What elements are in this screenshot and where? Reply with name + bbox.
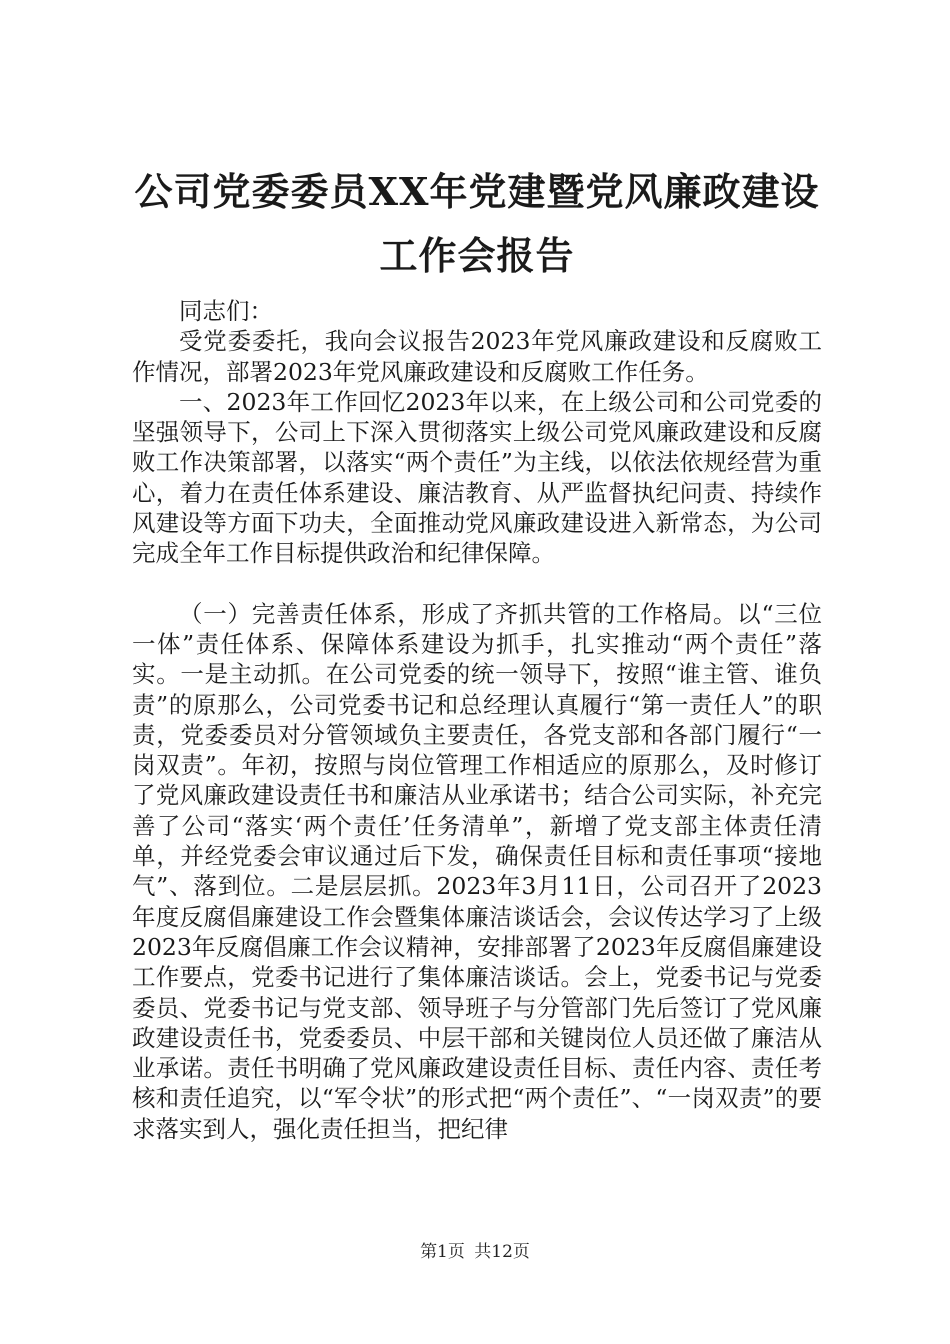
page-footer [0,1240,950,1264]
document-title: 公司党委委员XX年党建暨党风廉政建设工作会报告 [134,169,820,278]
paragraph: （一）完善责任体系，形成了齐抓共管的工作格局。以“三位一体”责任体系、保障体系建设为抓手，扎实推动“两个责任”落实。一是主动抓。在公司党委的统一领导下，按照“谁主管、谁负责”的原那么，公司党委书记和总经理认真履行“第一责任人”的职责，党委委员对分管领域负主要责任，各党支部和各部门履行“一岗双责”。年初，按照与岗位管理工作相适应的原那么，及时修订了党风廉政建设责任书和廉洁从业承诺书；结合公司实际，补充完善了公司“落实‘两个责任’任务清单”，新增了党支部主体责任清单，并经党委会审议通过后下发，确保责任目标和责任事项“接地气”、落到位。二是层层抓。2023年3月11日，公司召开了2023年度反腐倡廉建设工作会暨集体廉洁谈话会，会议传达学习了上级2023年反腐倡廉工作会议精神，安排部署了2023年反腐倡廉建设工作要点，党委书记进行了集体廉洁谈话。会上，党委书记与党委委员、党委书记与党支部、领导班子与分管部门先后签订了党风廉政建设责任书，党委委员、中层干部和关键岗位人员还做了廉洁从业承诺。责任书明确了党风廉政建设责任目标、责任内容、责任考核和责任追究，以“军令状”的形式把“两个责任”、“一岗双责”的要求落实到人，强化责任担当，把纪律 [132,599,822,1143]
document-body [132,296,822,1144]
page-total: 共12页 [474,1242,530,1262]
page-number: 第1页 [420,1242,465,1262]
salutation: 同志们： [179,297,273,325]
paragraph: 一、2023年工作回忆2023年以来，在上级公司和公司党委的坚强领导下，公司上下深入贯彻落实上级公司党风廉政建设和反腐败工作决策部署，以落实“两个责任”为主线，以依法依规经营为重心，着力在责任体系建设、廉洁教育、从严监督执纪问责、持续作风建设等方面下功夫，全面推动党风廉政建设进入新常态，为公司完成全年工作目标提供政治和纪律保障。 [132,387,822,568]
paragraph: 受党委委托，我向会议报告2023年党风廉政建设和反腐败工作情况，部署2023年党风廉政建设和反腐败工作任务。 [132,327,822,386]
